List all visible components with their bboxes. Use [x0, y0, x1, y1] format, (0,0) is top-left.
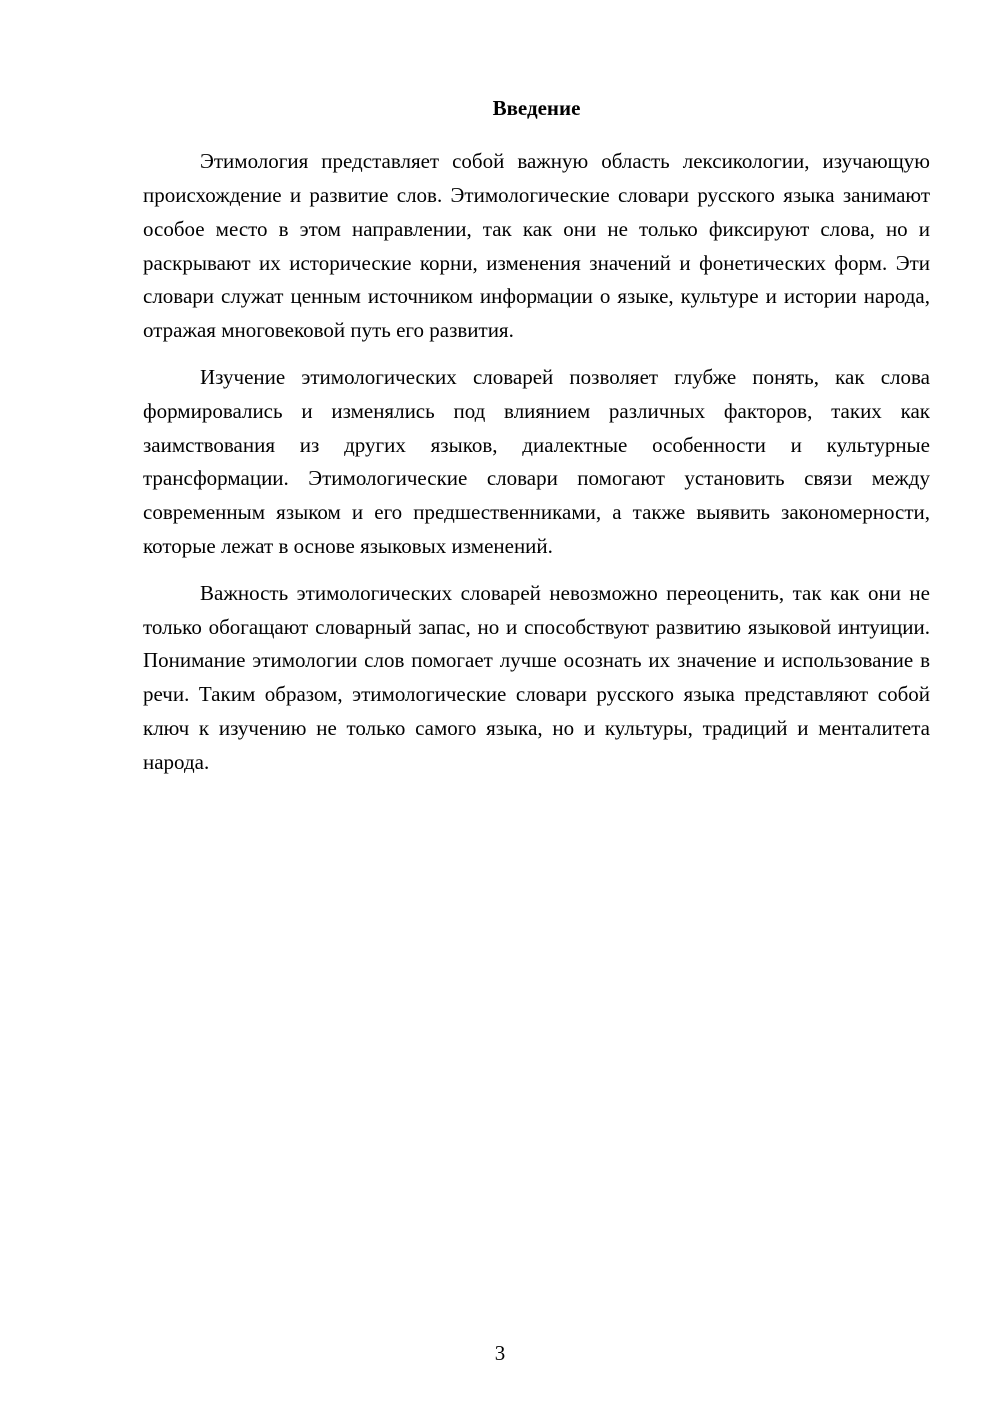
paragraph-study: Изучение этимологических словарей позволяет глубже понять, как слова формировались и изменялись под влиянием различных факторов, таких как заимствования из других языков, диалектные особенности и культурные трансформации. Этимологические словари помогают установить связи между современным языком и его предшественниками, а также выявить закономерности, которые лежат в основе языковых изменений.: [143, 364, 930, 558]
paragraph-intro: Этимология представляет собой важную область лексикологии, изучающую происхождение и развитие слов. Этимологические словари русского языка занимают особое место в этом направлении, так как они не только фиксируют слова, но и раскрывают их исторические корни, изменения значений и фонетических форм. Эти словари служат ценным источником информации о языке, культуре и истории народа, отражая многовековой путь его развития.: [143, 149, 930, 343]
paragraph-importance: Важность этимологических словарей невозможно переоценить, так как они не только обогащают словарный запас, но и способствуют развитию языковой интуиции. Понимание этимологии слов помогает лучше осознать их значение и использование в речи. Таким образом, этимологические словари русского языка представляют собой ключ к изучению не только самого языка, но и культуры, традиций и менталитета народа.: [143, 580, 930, 774]
document-body: [143, 96, 930, 793]
page-title: Введение: [492, 96, 581, 120]
page-number: 3: [494, 1340, 506, 1365]
